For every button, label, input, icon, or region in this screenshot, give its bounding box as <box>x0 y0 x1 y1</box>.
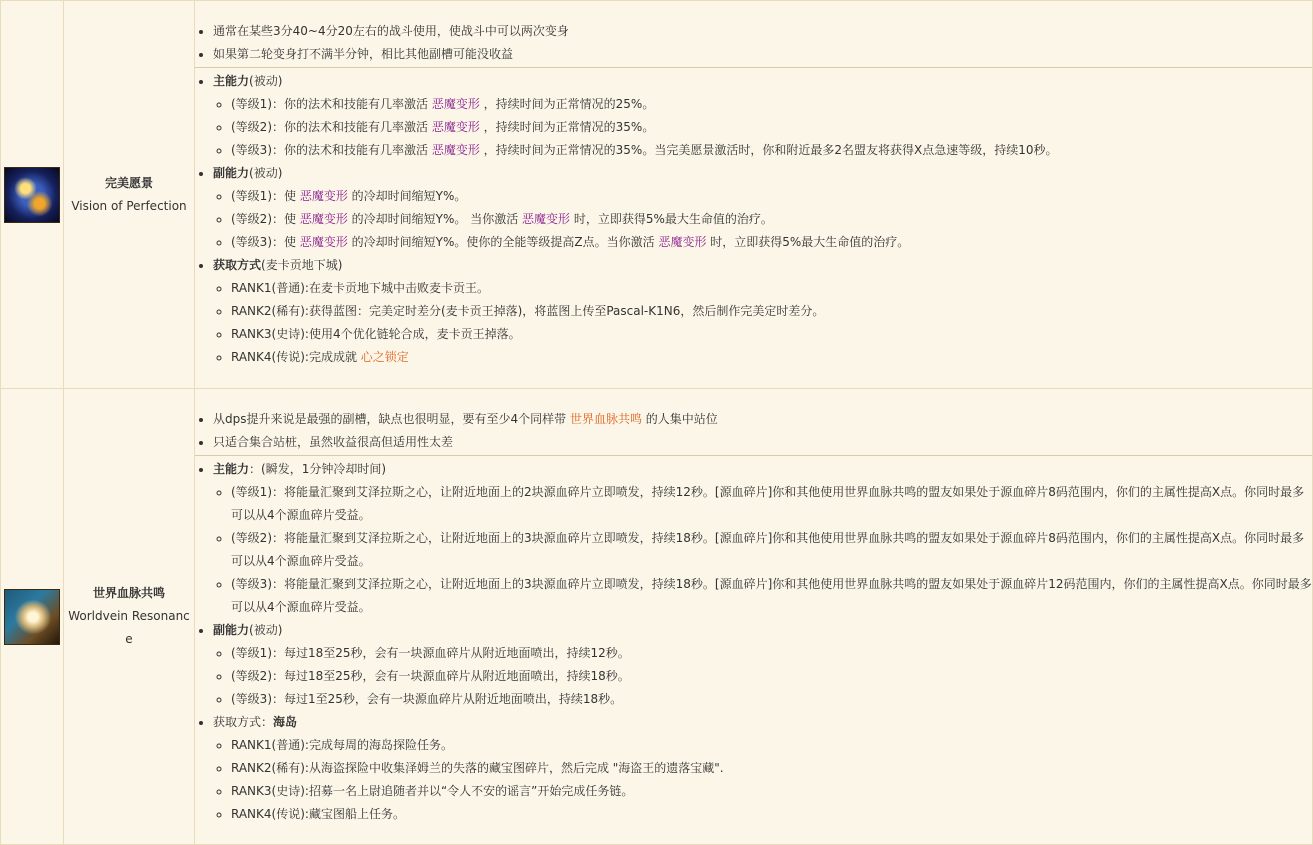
ability-list <box>195 70 1312 369</box>
icon-cell <box>1 389 64 845</box>
list-item: ◦ (等级3)：使 恶魔变形 的冷却时间缩短Y%。使你的全能等级提高Z点。当你激活 恶魔变形 时，立即获得5%最大生命值的治疗。 <box>231 231 1312 254</box>
list-item: ◦ RANK4(传说):完成成就 心之锁定 <box>231 346 1312 369</box>
list-item: ◦ RANK1(普通):在麦卡贡地下城中击败麦卡贡王。 <box>231 277 1312 300</box>
description-cell <box>195 1 1313 389</box>
name-cell <box>64 389 195 845</box>
list-item: ◦ (等级3)：你的法术和技能有几率激活 恶魔变形 ，持续时间为正常情况的35%。当完美愿景激活时，你和附近最多2名盟友将获得X点急速等级，持续10秒。 <box>231 139 1312 162</box>
demon-morph-link[interactable]: 恶魔变形 <box>431 97 480 111</box>
minor-ability-suffix: (被动) <box>249 622 283 637</box>
demon-morph-link[interactable]: 恶魔变形 <box>299 212 348 226</box>
icon-cell <box>1 1 64 389</box>
essence-name-cn: 完美愿景 <box>104 175 153 190</box>
list-item: • 从dps提升来说是最强的副槽，缺点也很明显，要有至少4个同样带 世界血脉共鸣 的人集中站位 <box>213 408 1312 431</box>
worldvein-resonance-icon <box>4 589 60 645</box>
list-item: • 通常在某些3分40~4分20左右的战斗使用，使战斗中可以两次变身 <box>213 20 1312 43</box>
description-cell <box>195 389 1313 845</box>
list-item: ◦ (等级2)：使 恶魔变形 的冷却时间缩短Y%。 当你激活 恶魔变形 时，立即获得5%最大生命值的治疗。 <box>231 208 1312 231</box>
list-item: ◦ RANK3(史诗):招募一名上尉追随者并以“令人不安的谣言”开始完成任务链。 <box>231 780 1312 803</box>
demon-morph-link[interactable]: 恶魔变形 <box>431 143 480 157</box>
major-ability-suffix: ：(瞬发，1分钟冷却时间) <box>249 461 387 476</box>
demon-morph-link[interactable]: 恶魔变形 <box>299 235 348 249</box>
name-cell <box>64 1 195 389</box>
list-item: ◦ (等级2)：将能量汇聚到艾泽拉斯之心，让附近地面上的3块源血碎片立即喷发，持续18秒。[源血碎片]你和其他使用世界血脉共鸣的盟友如果处于源血碎片8码范围内，你们的主属性提高X点。你同时最多可以从4个源血碎片受益。 <box>231 527 1312 573</box>
list-item: ◦ (等级2)：每过18至25秒，会有一块源血碎片从附近地面喷出，持续18秒。 <box>231 665 1312 688</box>
obtain-method <box>213 254 1312 369</box>
divider <box>195 455 1312 456</box>
major-ability <box>213 458 1312 619</box>
list-item: ◦ (等级3)：将能量汇聚到艾泽拉斯之心，让附近地面上的3块源血碎片立即喷发，持续18秒。[源血碎片]你和其他使用世界血脉共鸣的盟友如果处于源血碎片12码范围内，你们的主属性提高X点。你同时最多可以从4个源血碎片受益。 <box>231 573 1312 619</box>
demon-morph-link[interactable]: 恶魔变形 <box>658 235 707 249</box>
demon-morph-link[interactable]: 恶魔变形 <box>299 189 348 203</box>
minor-ability-suffix: (被动) <box>249 166 283 180</box>
minor-ability <box>213 619 1312 711</box>
obtain-value: 海岛 <box>273 714 298 729</box>
minor-ability <box>213 162 1312 254</box>
obtain-title: 获取方式： <box>213 714 274 729</box>
notes-list <box>195 408 1312 454</box>
list-item: ◦ RANK3(史诗):使用4个优化链轮合成，麦卡贡王掉落。 <box>231 323 1312 346</box>
worldvein-resonance-link[interactable]: 世界血脉共鸣 <box>569 411 642 426</box>
demon-morph-link[interactable]: 恶魔变形 <box>431 120 480 134</box>
list-item: ◦ (等级3)：每过1至25秒，会有一块源血碎片从附近地面喷出，持续18秒。 <box>231 688 1312 711</box>
obtain-suffix: (麦卡贡地下城) <box>261 258 343 272</box>
essence-name-cn: 世界血脉共鸣 <box>92 586 165 600</box>
ability-list <box>195 458 1312 826</box>
major-ability <box>213 70 1312 162</box>
divider <box>195 67 1312 68</box>
achievement-link[interactable]: 心之锁定 <box>360 350 409 364</box>
list-item: ◦ RANK1(普通):完成每周的海岛探险任务。 <box>231 734 1312 757</box>
obtain-method <box>213 711 1312 826</box>
table-row <box>1 389 1313 845</box>
notes-list <box>195 20 1312 66</box>
major-ability-suffix: (被动) <box>249 74 283 88</box>
obtain-title: 获取方式 <box>213 258 262 272</box>
list-item: ◦ (等级1)：将能量汇聚到艾泽拉斯之心，让附近地面上的2块源血碎片立即喷发，持续12秒。[源血碎片]你和其他使用世界血脉共鸣的盟友如果处于源血碎片8码范围内，你们的主属性提高X点。你同时最多可以从4个源血碎片受益。 <box>231 481 1312 527</box>
demon-morph-link[interactable]: 恶魔变形 <box>522 212 571 226</box>
list-item: • 只适合集合站桩，虽然收益很高但适用性太差 <box>213 431 1312 454</box>
minor-ability-title: 副能力 <box>213 166 250 180</box>
list-item: ◦ RANK2(稀有):获得蓝图：完美定时差分(麦卡贡王掉落)，将蓝图上传至Pascal-K1N6，然后制作完美定时差分。 <box>231 300 1312 323</box>
list-item: ◦ (等级2)：你的法术和技能有几率激活 恶魔变形 ，持续时间为正常情况的35%。 <box>231 116 1312 139</box>
list-item: ◦ (等级1)：使 恶魔变形 的冷却时间缩短Y%。 <box>231 185 1312 208</box>
list-item: ◦ RANK4(传说):藏宝图船上任务。 <box>231 803 1312 826</box>
major-ability-title: 主能力 <box>213 74 250 88</box>
list-item: • 如果第二轮变身打不满半分钟，相比其他副槽可能没收益 <box>213 43 1312 66</box>
list-item: ◦ (等级1)：每过18至25秒，会有一块源血碎片从附近地面喷出，持续12秒。 <box>231 642 1312 665</box>
table-row <box>1 1 1313 389</box>
essence-name-en: Vision of Perfection <box>71 198 187 213</box>
minor-ability-title: 副能力 <box>213 622 250 637</box>
list-item: ◦ RANK2(稀有):从海盗探险中收集泽姆兰的失落的藏宝图碎片，然后完成 "海盗王的遗落宝藏". <box>231 757 1312 780</box>
essence-name-en: Worldvein Resonance <box>68 609 190 646</box>
list-item: ◦ (等级1)：你的法术和技能有几率激活 恶魔变形 ，持续时间为正常情况的25%。 <box>231 93 1312 116</box>
major-ability-title: 主能力 <box>213 461 250 476</box>
vision-of-perfection-icon <box>4 167 60 223</box>
